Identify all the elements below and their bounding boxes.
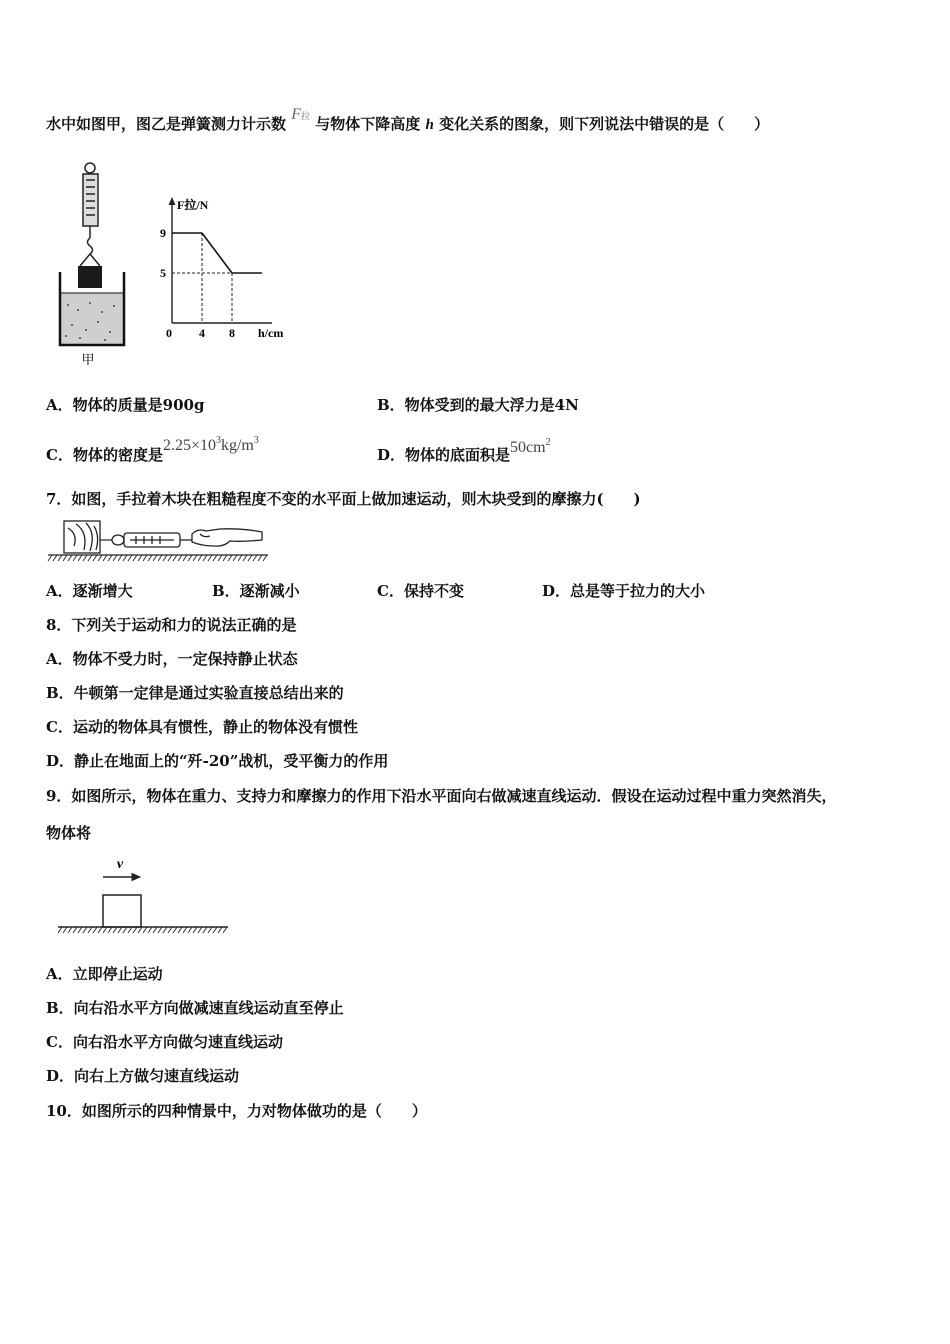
q6-stem-part-a: 水中如图甲，图乙是弹簧测力计示数: [46, 115, 287, 133]
ground-hatch: [178, 555, 182, 561]
ground-hatch: [63, 555, 67, 561]
ground-hatch: [168, 927, 172, 933]
ground-hatch: [198, 927, 202, 933]
q10-stem: 10．如图所示的四种情景中，力对物体做功的是（ ）: [46, 1102, 427, 1120]
ground-hatch: [73, 555, 77, 561]
q8-option-a[interactable]: A．物体不受力时，一定保持静止状态: [46, 650, 298, 668]
y-tick-label: 9: [160, 226, 166, 240]
ground-hatch: [218, 555, 222, 561]
x-tick-label: 8: [229, 326, 235, 340]
ground-hatch: [238, 555, 242, 561]
ground-hatch: [128, 555, 132, 561]
hand-icon: [192, 529, 262, 546]
ground-hatch: [88, 555, 92, 561]
q9-option-c[interactable]: C．向右沿水平方向做匀速直线运动: [46, 1033, 283, 1051]
ground-hatch: [168, 555, 172, 561]
ground-hatch: [68, 555, 72, 561]
q8-option-d[interactable]: D．静止在地面上的“歼-20”战机，受平衡力的作用: [46, 752, 389, 770]
q9-stem-line2: 物体将: [46, 824, 92, 842]
ground-hatch: [188, 555, 192, 561]
ground-hatch: [128, 927, 132, 933]
q8-stem: 8．下列关于运动和力的说法正确的是: [46, 616, 297, 634]
density-value: $2.25\times 10^3kg/m^3$: [162, 435, 259, 454]
ground-hatch: [103, 927, 107, 933]
y-axis-label: F拉/N: [177, 198, 209, 212]
ground-hatch: [48, 555, 52, 561]
ground-hatch: [118, 927, 122, 933]
ground-hatch: [158, 555, 162, 561]
ground-hatch: [243, 555, 247, 561]
q9-stem-line1: 9．如图所示，物体在重力、支持力和摩擦力的作用下沿水平面向右做减速直线运动．假设在运动过程中重力突然消失，: [46, 787, 837, 805]
ground-hatch: [58, 555, 62, 561]
q6-stem: [46, 106, 770, 136]
ground-hatch: [163, 555, 167, 561]
ground-hatch: [148, 927, 152, 933]
ground-hatch: [203, 555, 207, 561]
ground-hatch: [53, 555, 57, 561]
ground-hatch: [193, 927, 197, 933]
q6-option-c[interactable]: [46, 435, 259, 466]
ground-hatch: [113, 927, 117, 933]
ground-hatch: [73, 927, 77, 933]
ground-hatch: [203, 927, 207, 933]
ground-hatch: [173, 555, 177, 561]
ground-hatch: [188, 927, 192, 933]
q9-figure: [56, 852, 231, 938]
ground-hatch: [213, 927, 217, 933]
ground-hatch: [183, 555, 187, 561]
ground-hatch: [253, 555, 257, 561]
wood-block: [64, 521, 100, 553]
velocity-label: v: [116, 857, 124, 872]
height-symbol: h: [425, 117, 434, 133]
q6-option-b[interactable]: B．物体受到的最大浮力是4N: [377, 396, 579, 414]
ground-hatch: [153, 555, 157, 561]
ground-hatch: [93, 927, 97, 933]
ground-hatch: [78, 555, 82, 561]
ground-hatch: [208, 927, 212, 933]
q7-option-c[interactable]: C．保持不变: [377, 582, 464, 600]
q7-option-a[interactable]: A．逐渐增大: [46, 582, 133, 600]
ground-hatch: [233, 555, 237, 561]
x-axis-label: h/cm: [258, 326, 284, 340]
ground-hatch: [178, 927, 182, 933]
ground-hatch: [183, 927, 187, 933]
ground-hatch: [148, 555, 152, 561]
q8-option-c[interactable]: C．运动的物体具有惯性，静止的物体没有惯性: [46, 718, 358, 736]
ground-hatch: [133, 927, 137, 933]
ground-hatch: [163, 927, 167, 933]
series-segment: [202, 233, 232, 273]
ground-hatch: [143, 555, 147, 561]
q9-option-b[interactable]: B．向右沿水平方向做减速直线运动直至停止: [46, 999, 344, 1017]
velocity-arrow-icon: [103, 874, 140, 881]
q6-stem-part-b: 与物体下降高度: [315, 115, 421, 133]
ground-hatch: [123, 555, 127, 561]
q6-option-a[interactable]: A．物体的质量是900g: [46, 396, 205, 414]
q8-option-b[interactable]: B．牛顿第一定律是通过实验直接总结出来的: [46, 684, 344, 702]
ground-hatch: [103, 555, 107, 561]
block: [78, 266, 102, 288]
ground-hatch: [68, 927, 72, 933]
moving-box: [103, 895, 141, 927]
ground-hatch: [133, 555, 137, 561]
q7-figure: [46, 518, 270, 560]
ground-hatch: [138, 927, 142, 933]
ground-hatch: [108, 927, 112, 933]
ground-hatch: [98, 555, 102, 561]
ground-hatch: [153, 927, 157, 933]
q6-option-c-text: C．物体的密度是: [46, 446, 163, 464]
ground-hatch: [213, 555, 217, 561]
x-tick-label: 4: [199, 326, 205, 340]
q6-stem-part-c: 变化关系的图象，则下列说法中错误的是（ ）: [439, 115, 770, 133]
ground-hatch: [223, 927, 227, 933]
q7-stem: 7．如图，手拉着木块在粗糙程度不变的水平面上做加速运动，则木块受到的摩擦力( ): [46, 490, 641, 508]
y-axis-arrow-icon: [169, 197, 176, 205]
ground-hatch: [223, 555, 227, 561]
ground-hatch: [263, 555, 267, 561]
q9-option-a[interactable]: A．立即停止运动: [46, 965, 163, 983]
ground-hatch: [158, 927, 162, 933]
spring-balance: [112, 533, 192, 547]
ground-hatch: [88, 927, 92, 933]
ground-hatch: [123, 927, 127, 933]
ground-hatch: [258, 555, 262, 561]
ground-hatch: [228, 555, 232, 561]
ground-hatch: [198, 555, 202, 561]
ground-hatch: [83, 927, 87, 933]
ground-hatch: [93, 555, 97, 561]
figure-jia: [50, 160, 140, 370]
figure-yi-graph: [150, 195, 300, 370]
ground-hatch: [98, 927, 102, 933]
ground-hatch: [143, 927, 147, 933]
spring-scale: [80, 163, 100, 266]
y-tick-label: 5: [160, 266, 166, 280]
q6-option-d[interactable]: [377, 437, 551, 466]
ground-hatch: [138, 555, 142, 561]
ground-hatch: [118, 555, 122, 561]
area-value: $50cm^2$: [510, 437, 551, 456]
force-symbol: F拉: [291, 106, 311, 123]
fig-jia-label: 甲: [81, 352, 95, 367]
q7-option-b[interactable]: B．逐渐减小: [212, 582, 300, 600]
ground-hatch: [218, 927, 222, 933]
q7-option-d[interactable]: D．总是等于拉力的大小: [542, 582, 706, 600]
ground-hatch: [63, 927, 67, 933]
ground-hatch: [83, 555, 87, 561]
ground-hatch: [58, 927, 62, 933]
ground-hatch: [108, 555, 112, 561]
ground-hatch: [113, 555, 117, 561]
ground-hatch: [248, 555, 252, 561]
q6-option-d-text: D．物体的底面积是: [377, 446, 511, 464]
ground-hatch: [193, 555, 197, 561]
ground-hatch: [208, 555, 212, 561]
origin-label: 0: [166, 326, 172, 340]
ground-hatch: [173, 927, 177, 933]
ground-hatch: [78, 927, 82, 933]
q9-option-d[interactable]: D．向右上方做匀速直线运动: [46, 1067, 240, 1085]
